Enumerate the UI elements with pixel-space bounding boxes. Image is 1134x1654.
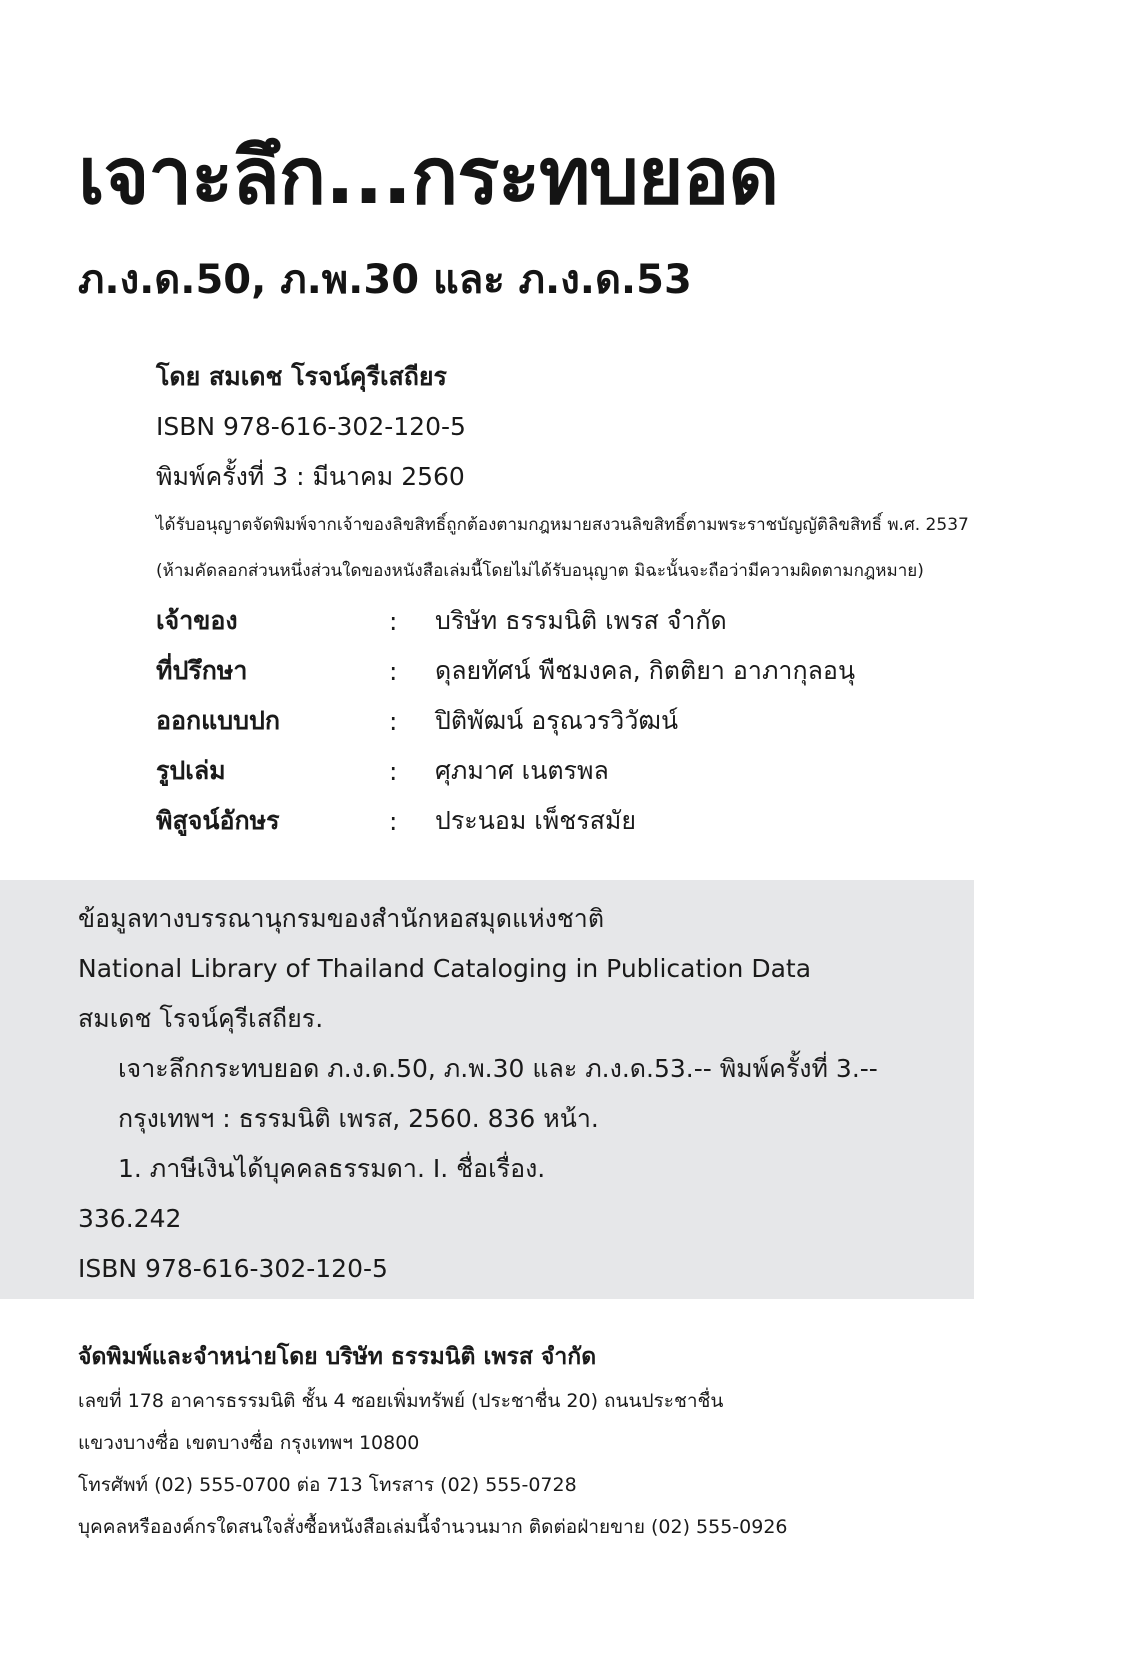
cip-subject-line: 1. ภาษีเงินได้บุคคลธรรมดา. I. ชื่อเรื่อง. bbox=[118, 1154, 546, 1183]
credit-separator: : bbox=[389, 806, 398, 836]
copy-prohibition-notice: (ห้ามคัดลอกส่วนหนึ่งส่วนใดของหนังสือเล่มนี้โดยไม่ได้รับอนุญาต มิฉะนั้นจะถือว่ามีความผิดตามกฎหมาย) bbox=[156, 561, 924, 581]
copyright-notice: ได้รับอนุญาตจัดพิมพ์จากเจ้าของลิขสิทธิ์ถูกต้องตามกฎหมายสงวนลิขสิทธิ์ตามพระราชบัญญัติลิขสิทธิ์ พ.ศ. 2537 bbox=[156, 515, 969, 535]
cip-content bbox=[78, 894, 958, 1294]
credit-role: รูปเล่ม bbox=[156, 756, 226, 785]
credit-name: ประนอม เพ็ชรสมัย bbox=[435, 806, 637, 835]
credit-row-advisor bbox=[156, 646, 1056, 696]
cip-heading-thai: ข้อมูลทางบรรณานุกรมของสำนักหอสมุดแห่งชาติ bbox=[78, 904, 605, 933]
credit-role: ที่ปรึกษา bbox=[156, 656, 248, 685]
credit-name: บริษัท ธรรมนิติ เพรส จำกัด bbox=[435, 606, 727, 635]
cip-author: สมเดช โรจน์คุรีเสถียร. bbox=[78, 1004, 324, 1033]
cip-isbn: ISBN 978-616-302-120-5 bbox=[78, 1254, 388, 1283]
cip-title-line: เจาะลึกกระทบยอด ภ.ง.ด.50, ภ.พ.30 และ ภ.ง.ด.53.-- พิมพ์ครั้งที่ 3.-- bbox=[118, 1054, 878, 1083]
credit-row-owner bbox=[156, 596, 1056, 646]
credit-row-cover-design bbox=[156, 696, 1056, 746]
publisher-info bbox=[78, 1334, 1078, 1548]
credit-name: ดุลยทัศน์ พืชมงคล, กิตติยา อาภากุลอนุ bbox=[435, 656, 856, 685]
credit-role: ออกแบบปก bbox=[156, 706, 281, 735]
credit-separator: : bbox=[389, 756, 398, 786]
edition-line: พิมพ์ครั้งที่ 3 : มีนาคม 2560 bbox=[156, 462, 465, 491]
credit-separator: : bbox=[389, 606, 398, 636]
credit-row-proofreader bbox=[156, 796, 1056, 846]
cip-heading-english: National Library of Thailand Cataloging in Publication Data bbox=[78, 954, 812, 983]
cataloging-in-publication-box bbox=[0, 880, 974, 1299]
credit-role: เจ้าของ bbox=[156, 606, 238, 635]
credit-separator: : bbox=[389, 706, 398, 736]
author-line: โดย สมเดช โรจน์คุรีเสถียร bbox=[156, 362, 447, 391]
credit-name: ศุภมาศ เนตรพล bbox=[435, 756, 609, 785]
publisher-address-line-2: แขวงบางซื่อ เขตบางซื่อ กรุงเทพฯ 10800 bbox=[78, 1432, 420, 1454]
isbn-line: ISBN 978-616-302-120-5 bbox=[156, 412, 466, 441]
cip-classification: 336.242 bbox=[78, 1204, 182, 1233]
book-subtitle: ภ.ง.ด.50, ภ.พ.30 และ ภ.ง.ด.53 bbox=[78, 257, 692, 303]
book-metadata bbox=[156, 352, 1056, 846]
book-title: เจาะลึก...กระทบยอด bbox=[78, 132, 779, 222]
credit-row-layout bbox=[156, 746, 1056, 796]
publisher-sales-contact: บุคคลหรือองค์กรใดสนใจสั่งซื้อหนังสือเล่มนี้จำนวนมาก ติดต่อฝ่ายขาย (02) 555-0926 bbox=[78, 1516, 788, 1538]
publisher-phone: โทรศัพท์ (02) 555-0700 ต่อ 713 โทรสาร (02) 555-0728 bbox=[78, 1474, 577, 1496]
cip-imprint-line: กรุงเทพฯ : ธรรมนิติ เพรส, 2560. 836 หน้า. bbox=[118, 1104, 599, 1133]
credit-role: พิสูจน์อักษร bbox=[156, 806, 280, 835]
publisher-heading: จัดพิมพ์และจำหน่ายโดย บริษัท ธรรมนิติ เพรส จำกัด bbox=[78, 1344, 597, 1370]
credit-separator: : bbox=[389, 656, 398, 686]
credit-name: ปิติพัฒน์ อรุณวรวิวัฒน์ bbox=[435, 706, 679, 735]
publisher-address-line-1: เลขที่ 178 อาคารธรรมนิติ ชั้น 4 ซอยเพิ่มทรัพย์ (ประชาชื่น 20) ถนนประชาชื่น bbox=[78, 1390, 724, 1412]
credits-list bbox=[156, 596, 1056, 846]
